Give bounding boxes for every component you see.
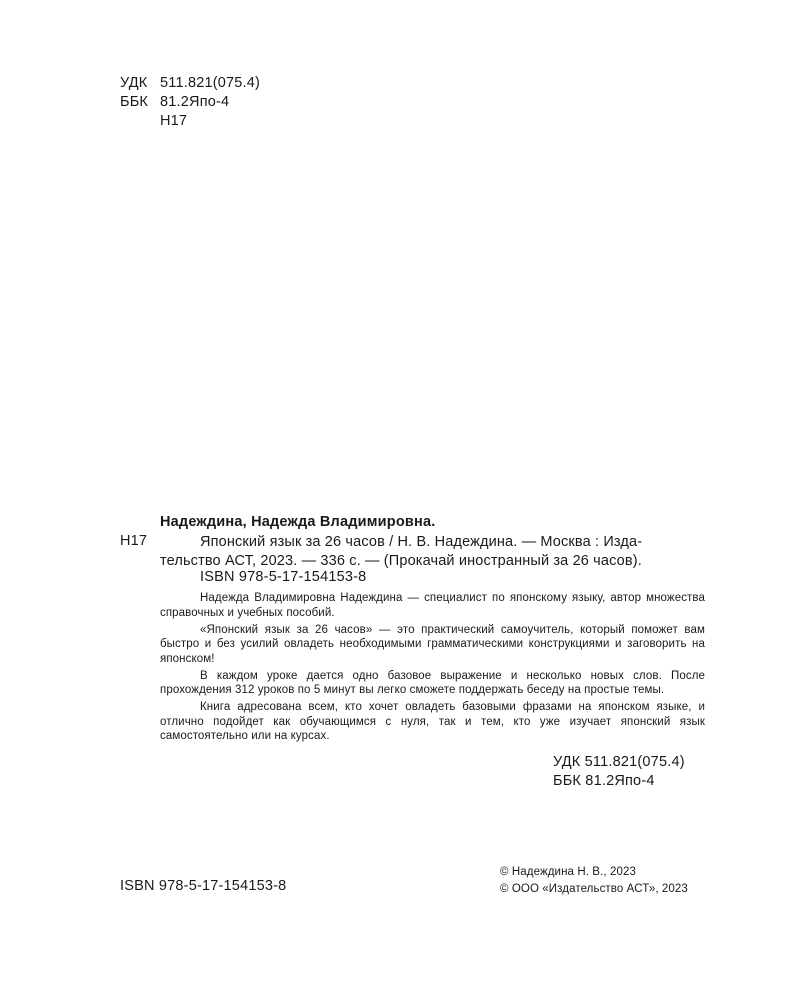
annotation-paragraph: Надежда Владимировна Надеждина — специалист по японскому языку, автор множества справочных и учебных пособий. bbox=[160, 592, 705, 619]
isbn-bottom: ISBN 978-5-17-154153-8 bbox=[120, 878, 287, 894]
udk-code-row bbox=[120, 74, 260, 93]
annotation-paragraph: Книга адресована всем, кто хочет овладеть базовыми фразами на японском языке, и отлично подойдет как обучающимся с нуля, так и тем, кто уже изучает японский язык самостоятельно или на курсах. bbox=[160, 701, 705, 742]
isbn-inline: ISBN 978-5-17-154153-8 bbox=[200, 569, 367, 585]
udk-value: 511.821(075.4) bbox=[160, 75, 261, 91]
udk-code-right: УДК 511.821(075.4) bbox=[553, 754, 685, 770]
annotation bbox=[160, 591, 705, 746]
cutter-mark: Н17 bbox=[120, 533, 148, 549]
bbk-code-right: ББК 81.2Япо-4 bbox=[553, 773, 655, 789]
bbk-code-row bbox=[120, 93, 260, 112]
bbk-label: ББК bbox=[120, 94, 149, 110]
annotation-paragraph: «Японский язык за 26 часов» — это практический самоучитель, который поможет вам быстро и без усилий овладеть необходимыми грамматическими конструкциями и заговорить на японском! bbox=[160, 623, 705, 665]
copyright-publisher: © ООО «Издательство АСТ», 2023 bbox=[500, 882, 688, 895]
bibliographic-description bbox=[160, 533, 705, 570]
copyright-author: © Надеждина Н. В., 2023 bbox=[500, 866, 636, 878]
copyright-block bbox=[500, 864, 688, 897]
bbk-value: 81.2Япо-4 bbox=[160, 94, 230, 110]
udk-label: УДК bbox=[120, 75, 148, 91]
author-mark: Н17 bbox=[160, 113, 188, 129]
bib-line-2: тельство АСТ, 2023. — 336 с. — (Прокачай иностранный за 26 часов). bbox=[160, 552, 642, 569]
classification-codes-right bbox=[553, 753, 685, 791]
bib-line-1: Японский язык за 26 часов / Н. В. Надеждина. — Москва : Изда- bbox=[200, 534, 643, 550]
classification-codes-top bbox=[120, 74, 260, 131]
author-heading: Надеждина, Надежда Владимировна. bbox=[160, 514, 436, 530]
annotation-paragraph: В каждом уроке дается одно базовое выражение и несколько новых слов. После прохождения 312 уроков по 5 минут вы легко сможете поддержать беседу на простые темы. bbox=[160, 669, 705, 696]
